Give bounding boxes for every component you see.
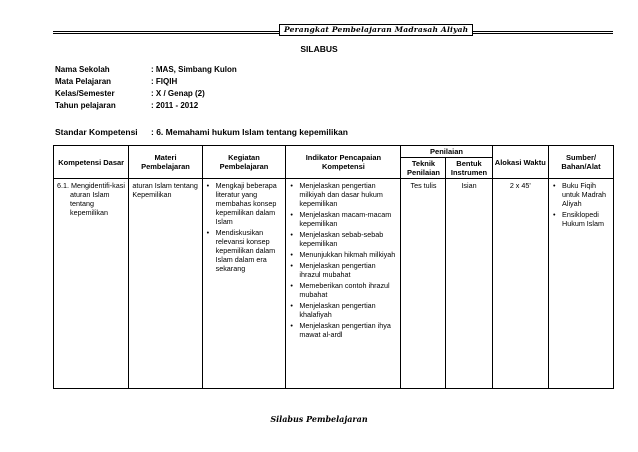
list-item: • Memeberikan contoh ihrazul mubahat	[289, 281, 397, 299]
materi-text: aturan Islam tentang Kepemilikan	[132, 181, 198, 199]
cell-indikator	[286, 179, 401, 389]
th-sumber: Sumber/ Bahan/Alat	[549, 146, 614, 179]
cell-kompetensi	[54, 179, 129, 389]
list-item: • Mendiskusikan relevansi konsep kepemilikan dalam Islam dalam era sekarang	[206, 228, 283, 273]
standar-kompetensi	[55, 127, 348, 137]
list-item: • Menjelaskan sebab-sebab kepemilikan	[289, 230, 397, 248]
cell-alokasi: 2 x 45'	[492, 179, 549, 389]
cell-teknik: Tes tulis	[401, 179, 446, 389]
standar-label: Standar Kompetensi	[55, 127, 138, 137]
info-label: Mata Pelajaran	[55, 77, 112, 86]
cell-bentuk: Isian	[446, 179, 492, 389]
info-value: : MAS, Simbang Kulon	[151, 65, 237, 74]
th-alokasi: Alokasi Waktu	[492, 146, 549, 179]
list-item: • Menjelaskan macam-macam kepemilikan	[289, 210, 397, 228]
info-value: : FIQIH	[151, 77, 178, 86]
list-item: • Menjelaskan pengertian khalafiyah	[289, 301, 397, 319]
th-materi: Materi Pembelajaran	[129, 146, 202, 179]
header-label: Perangkat Pembelajaran Madrasah Aliyah	[279, 24, 473, 36]
th-indikator: Indikator Pencapaian Kompetensi	[286, 146, 401, 179]
info-label: Nama Sekolah	[55, 65, 110, 74]
table-row	[54, 179, 614, 389]
cell-materi	[129, 179, 202, 389]
list-item: • Menjelaskan pengertian milkiyah dan dasar hukum kepemilikan	[289, 181, 397, 208]
list-item: • Mengkaji beberapa literatur yang membahas konsep kepemilikan dalam Islam	[206, 181, 283, 226]
list-item: • Buku Fiqih untuk Madrah Aliyah	[552, 181, 610, 208]
list-item: • Menjelaskan pengertian ihrazul mubahat	[289, 261, 397, 279]
th-teknik: Teknik Penilaian	[401, 158, 446, 179]
indikator-list	[289, 181, 397, 339]
info-value: : X / Genap (2)	[151, 89, 205, 98]
info-label: Kelas/Semester	[55, 89, 115, 98]
cell-kegiatan	[202, 179, 286, 389]
th-kegiatan: Kegiatan Pembelajaran	[202, 146, 286, 179]
page-title: SILABUS	[300, 44, 338, 54]
th-bentuk: Bentuk Instrumen	[446, 158, 492, 179]
standar-value: : 6. Memahami hukum Islam tentang kepemilikan	[151, 127, 348, 137]
cell-sumber	[549, 179, 614, 389]
list-item: • Menunjukkan hikmah milkiyah	[289, 250, 397, 259]
kompetensi-text: 6.1. Mengidentifi-kasi aturan Islam tentang kepemilikan	[57, 181, 125, 217]
kegiatan-list	[206, 181, 283, 273]
th-penilaian: Penilaian	[401, 146, 492, 158]
sumber-list	[552, 181, 610, 228]
info-value: : 2011 - 2012	[151, 101, 199, 110]
list-item: • Menjelaskan pengertian ihya mawat al-ardl	[289, 321, 397, 339]
syllabus-table	[53, 145, 614, 389]
page-footer: Silabus Pembelajaran	[270, 414, 368, 424]
info-label: Tahun pelajaran	[55, 101, 116, 110]
th-kompetensi: Kompetensi Dasar	[54, 146, 129, 179]
list-item: • Ensiklopedi Hukum Islam	[552, 210, 610, 228]
